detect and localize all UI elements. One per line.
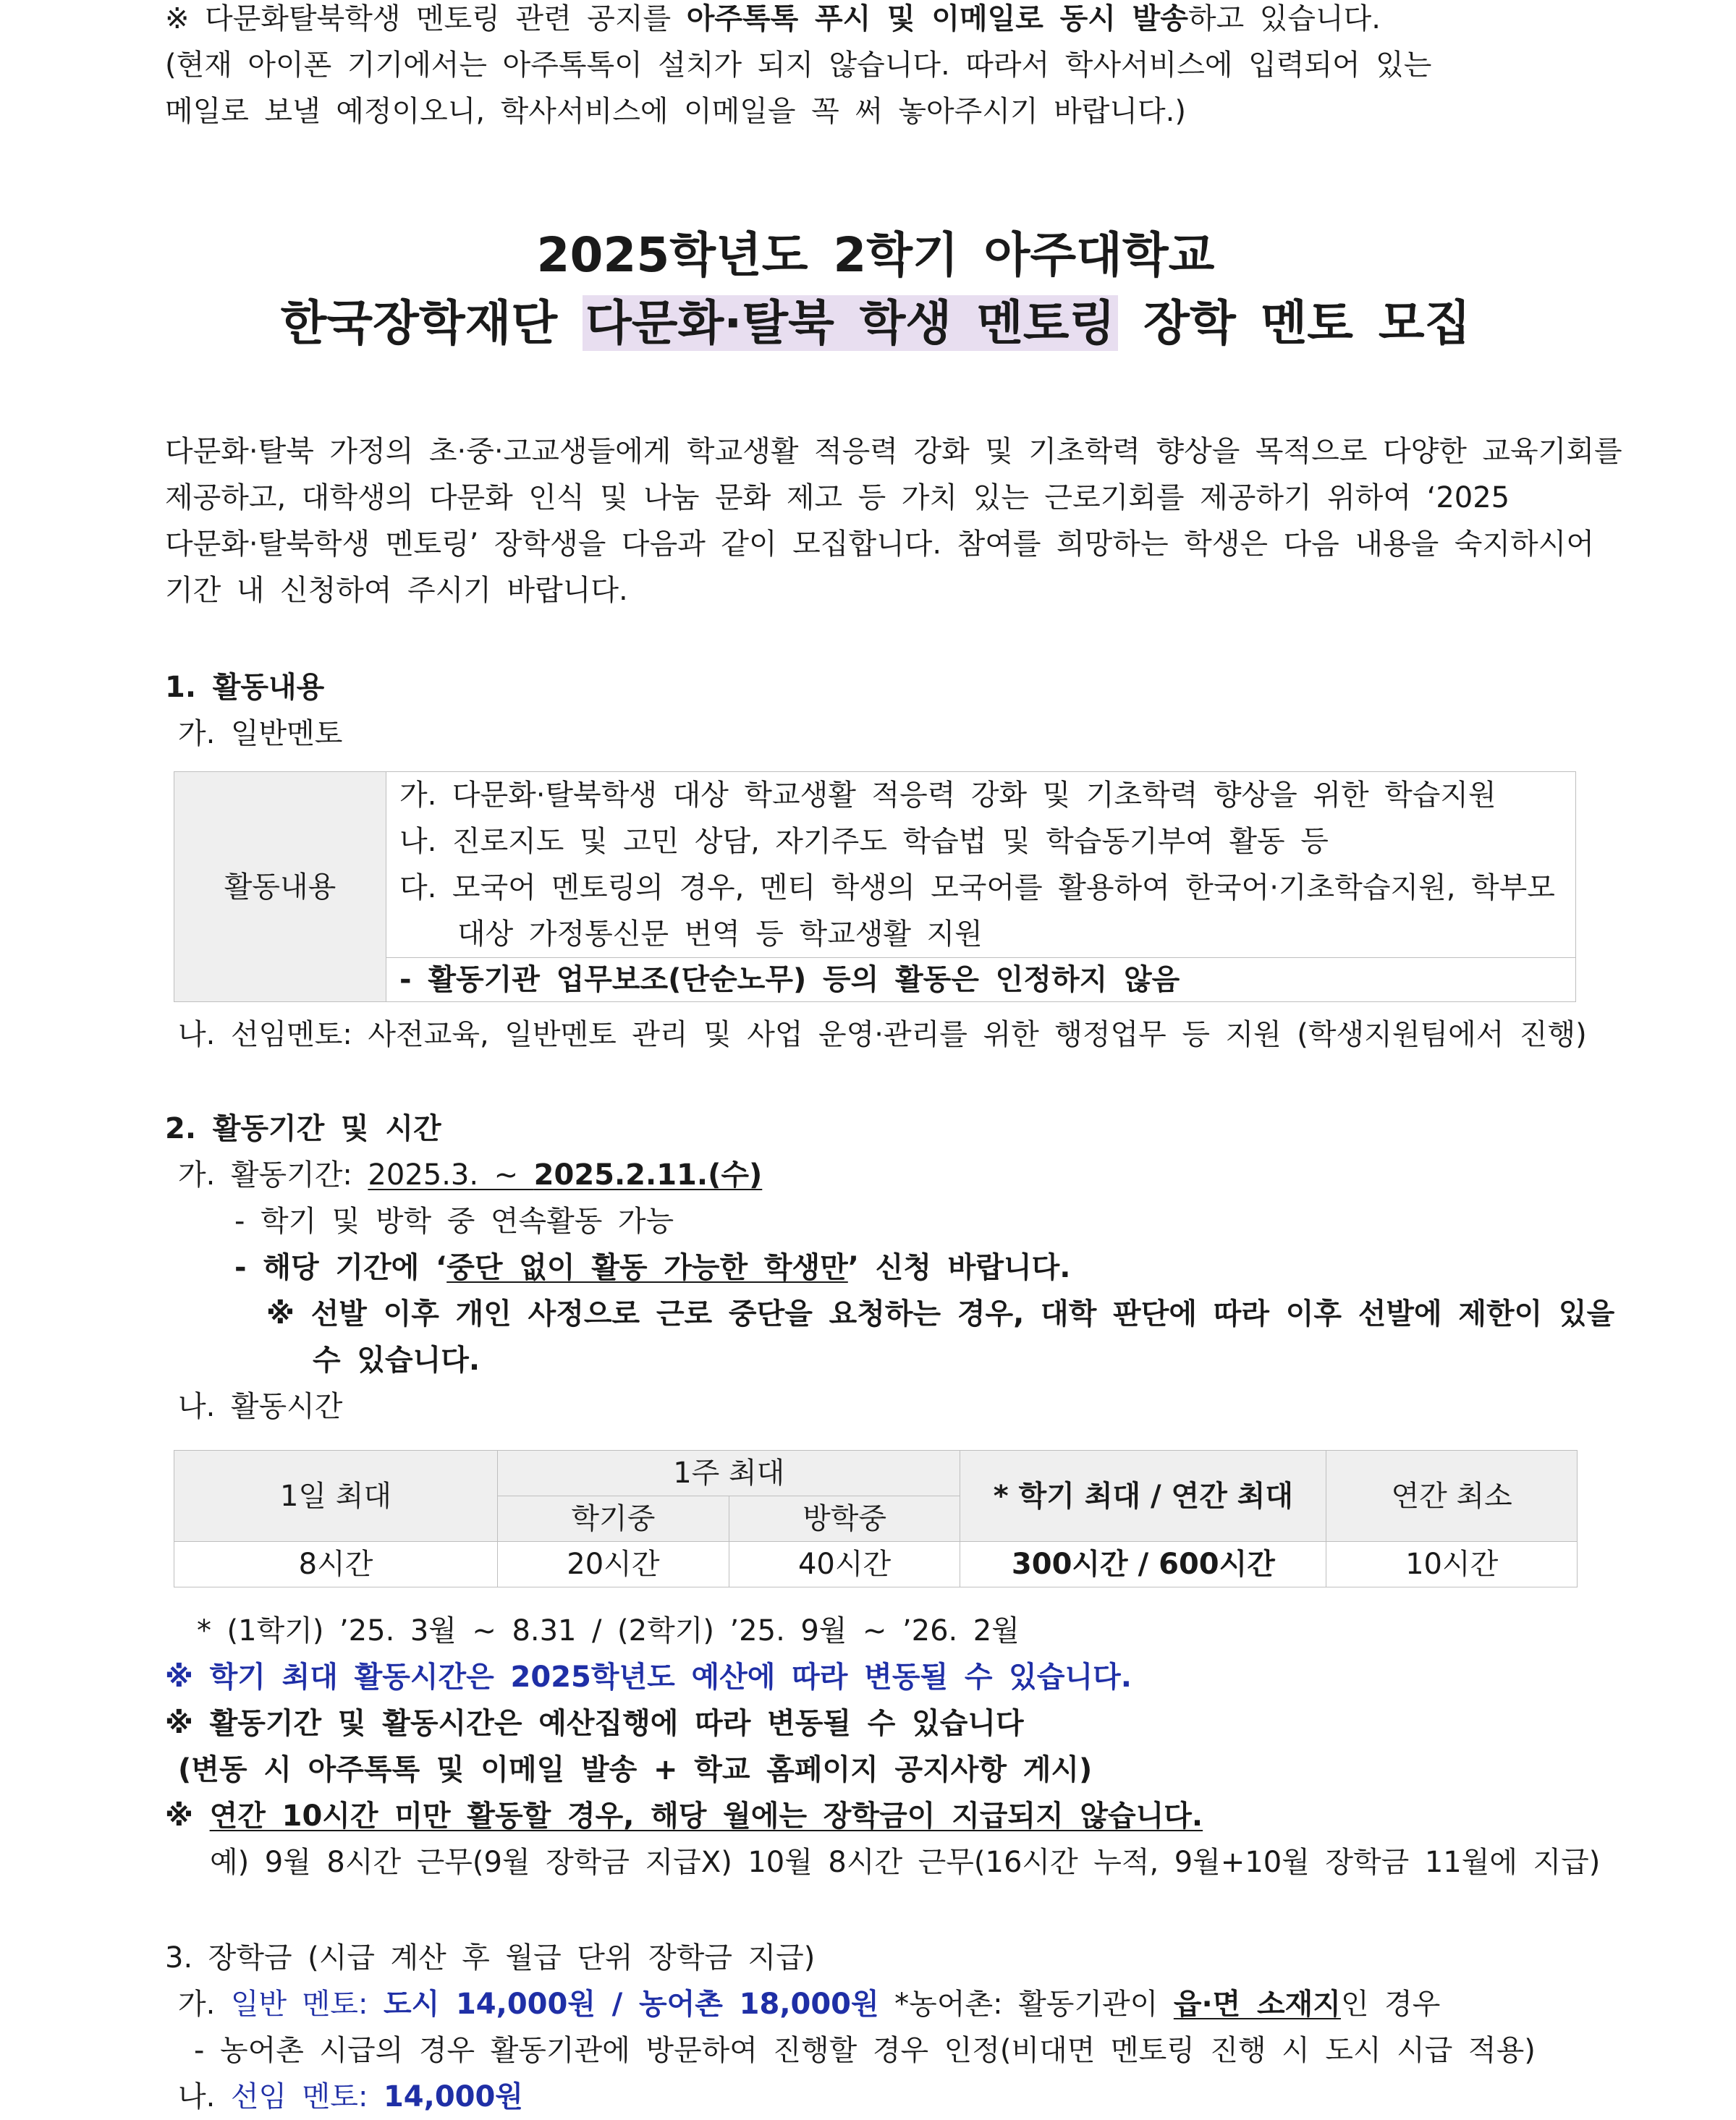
senior-pay: 14,000원 xyxy=(383,2080,523,2113)
hours-value-max: 300시간 / 600시간 xyxy=(960,1542,1326,1587)
section-1-sub-a: 가. 일반멘토 xyxy=(178,717,343,750)
notice-text: ※ 다문화탈북학생 멘토링 관련 공지를 xyxy=(165,2,687,35)
activity-table-header: 활동내용 xyxy=(174,772,386,1002)
hours-value-min: 10시간 xyxy=(1326,1542,1578,1587)
title-block xyxy=(165,221,1586,357)
note-change: ※ 활동기간 및 활동시간은 예산집행에 따라 변동될 수 있습니다 xyxy=(165,1707,1024,1740)
notice-emphasis: 아주톡톡 푸시 및 이메일로 동시 발송 xyxy=(686,2,1188,35)
hours-header-daily: 1일 최대 xyxy=(174,1451,498,1542)
activity-table xyxy=(174,771,1576,1002)
notice-block xyxy=(165,0,1431,135)
section-1 xyxy=(165,664,342,757)
general-pay: 도시 14,000원 / 농어촌 18,000원 xyxy=(383,1988,879,2021)
note-minimum-text: 연간 10시간 미만 활동할 경우, 해당 월에는 장학금이 지급되지 않습니다. xyxy=(209,1799,1203,1833)
warning-line-1: ※ 선발 이후 개인 사정으로 근로 중단을 요청하는 경우, 대학 판단에 따라 이후 선발에 제한이 있을 xyxy=(266,1297,1615,1331)
section-1-heading: 1. 활동내용 xyxy=(165,671,325,704)
intro-line: 기간 내 신청하여 주시기 바랍니다. xyxy=(165,574,628,607)
title-suffix: 장학 멘토 모집 xyxy=(1118,295,1471,351)
rural-location: 읍·면 소재지 xyxy=(1173,1988,1341,2021)
hours-footnote: * (1학기) ’25. 3월 ~ 8.31 / (2학기) ’25. 9월 ~ ’26. 2월 xyxy=(197,1614,1020,1648)
section-2 xyxy=(165,1106,1614,1430)
bullet-2-suffix: ’ 신청 바랍니다. xyxy=(847,1251,1071,1284)
period-label: 가. 활동기간: xyxy=(178,1158,368,1192)
activity-item: 다. 모국어 멘토링의 경우, 멘티 학생의 모국어를 활용하여 한국어·기초학습지원, 학부모 xyxy=(399,871,1555,904)
period-line xyxy=(165,1152,1614,1198)
hours-value-vacation: 40시간 xyxy=(729,1542,960,1587)
note-minimum-mark: ※ xyxy=(165,1799,210,1833)
title-line-1: 2025학년도 2학기 아주대학교 xyxy=(536,227,1215,283)
hours-value-semester: 20시간 xyxy=(498,1542,729,1587)
bullet-2-emphasis: 중단 없이 활동 가능한 학생만 xyxy=(446,1251,848,1284)
title-prefix: 한국장학재단 xyxy=(280,295,583,351)
hours-label: 나. 활동시간 xyxy=(178,1390,343,1423)
activity-items xyxy=(386,772,1576,958)
period-end: 2025.2.11.(수) xyxy=(533,1158,763,1192)
section-3-heading: 3. 장학금 (시급 계산 후 월급 단위 장학금 지급) xyxy=(165,1941,816,1975)
general-mentor-line xyxy=(165,1981,1536,2027)
senior-mentor-line xyxy=(165,2074,1536,2120)
intro-line: 다문화·탈북 가정의 초·중·고교생들에게 학교생활 적응력 강화 및 기초학력 향상을 목적으로 다양한 교육기회를 xyxy=(165,435,1622,468)
notice-text-end: 하고 있습니다. xyxy=(1187,2,1381,35)
general-label: 일반 멘토: xyxy=(230,1988,384,2021)
general-prefix: 가. xyxy=(178,1988,231,2021)
activity-item: 나. 진로지도 및 고민 상담, 자기주도 학습법 및 학습동기부여 활동 등 xyxy=(399,825,1329,858)
intro-line: 다문화·탈북학생 멘토링’ 장학생을 다음과 같이 모집합니다. 참여를 희망하는 학생은 다음 내용을 숙지하시어 xyxy=(165,527,1594,561)
hours-header-vacation: 방학중 xyxy=(729,1496,960,1542)
activity-item: 가. 다문화·탈북학생 대상 학교생활 적응력 강화 및 기초학력 향상을 위한 학습지원 xyxy=(399,779,1496,812)
title-highlight: 다문화·탈북 학생 멘토링 xyxy=(583,295,1118,351)
note-minimum xyxy=(165,1793,1600,1839)
bullet-2-prefix: - 해당 기간에 ‘ xyxy=(234,1251,447,1284)
activity-note: - 활동기관 업무보조(단순노무) 등의 활동은 인정하지 않음 xyxy=(386,958,1576,1002)
example-line: 예) 9월 8시간 근무(9월 장학금 지급X) 10월 8시간 근무(16시간 누적, 9월+10월 장학금 11월에 지급) xyxy=(210,1846,1601,1879)
intro-paragraph xyxy=(165,428,1622,614)
section-2-heading: 2. 활동기간 및 시간 xyxy=(165,1112,441,1145)
rural-note-suffix: 인 경우 xyxy=(1340,1988,1441,2021)
warning-line-2: 수 있습니다. xyxy=(313,1344,480,1377)
notice-line-3: 메일로 보낼 예정이오니, 학사서비스에 이메일을 꼭 써 놓아주시기 바랍니다.) xyxy=(165,95,1186,128)
activity-item-continued: 대상 가정통신문 번역 등 학교생활 지원 xyxy=(457,917,983,951)
intro-line: 제공하고, 대학생의 다문화 인식 및 나눔 문화 제고 등 가치 있는 근로기회를 제공하기 위하여 ‘2025 xyxy=(165,481,1510,514)
note-budget: ※ 학기 최대 활동시간은 2025학년도 예산에 따라 변동될 수 있습니다. xyxy=(165,1661,1132,1694)
senior-label: 선임 멘토: xyxy=(230,2080,384,2113)
title-line-2 xyxy=(165,289,1586,357)
section-3 xyxy=(165,1935,1536,2120)
section-2-notes xyxy=(165,1608,1600,1886)
rural-note-prefix: *농어촌: 활동기관이 xyxy=(878,1988,1174,2021)
notice-line-1 xyxy=(165,0,1431,42)
note-change-detail: (변동 시 아주톡톡 및 이메일 발송 + 학교 홈페이지 공지사항 게시) xyxy=(178,1753,1093,1786)
hours-header-semester: 학기중 xyxy=(498,1496,729,1542)
notice-line-2: (현재 아이폰 기기에서는 아주톡톡이 설치가 되지 않습니다. 따라서 학사서비스에 입력되어 있는 xyxy=(165,48,1432,82)
hours-header-max: * 학기 최대 / 연간 최대 xyxy=(960,1451,1326,1542)
hours-header-min: 연간 최소 xyxy=(1326,1451,1578,1542)
hours-header-weekly: 1주 최대 xyxy=(498,1451,960,1496)
period-bullet-1: - 학기 및 방학 중 연속활동 가능 xyxy=(234,1205,674,1238)
period-bullet-2 xyxy=(165,1245,1614,1291)
rural-note: - 농어촌 시급의 경우 활동기관에 방문하여 진행할 경우 인정(비대면 멘토링 진행 시 도시 시급 적용) xyxy=(194,2034,1536,2067)
hours-value-daily: 8시간 xyxy=(174,1542,498,1587)
senior-prefix: 나. xyxy=(178,2080,231,2113)
period-start: 2025.3. ~ xyxy=(368,1158,534,1192)
hours-table xyxy=(174,1450,1578,1587)
section-1-sub-b: 나. 선임멘토: 사전교육, 일반멘토 관리 및 사업 운영·관리를 위한 행정업무 등 지원 (학생지원팀에서 진행) xyxy=(178,1018,1587,1051)
